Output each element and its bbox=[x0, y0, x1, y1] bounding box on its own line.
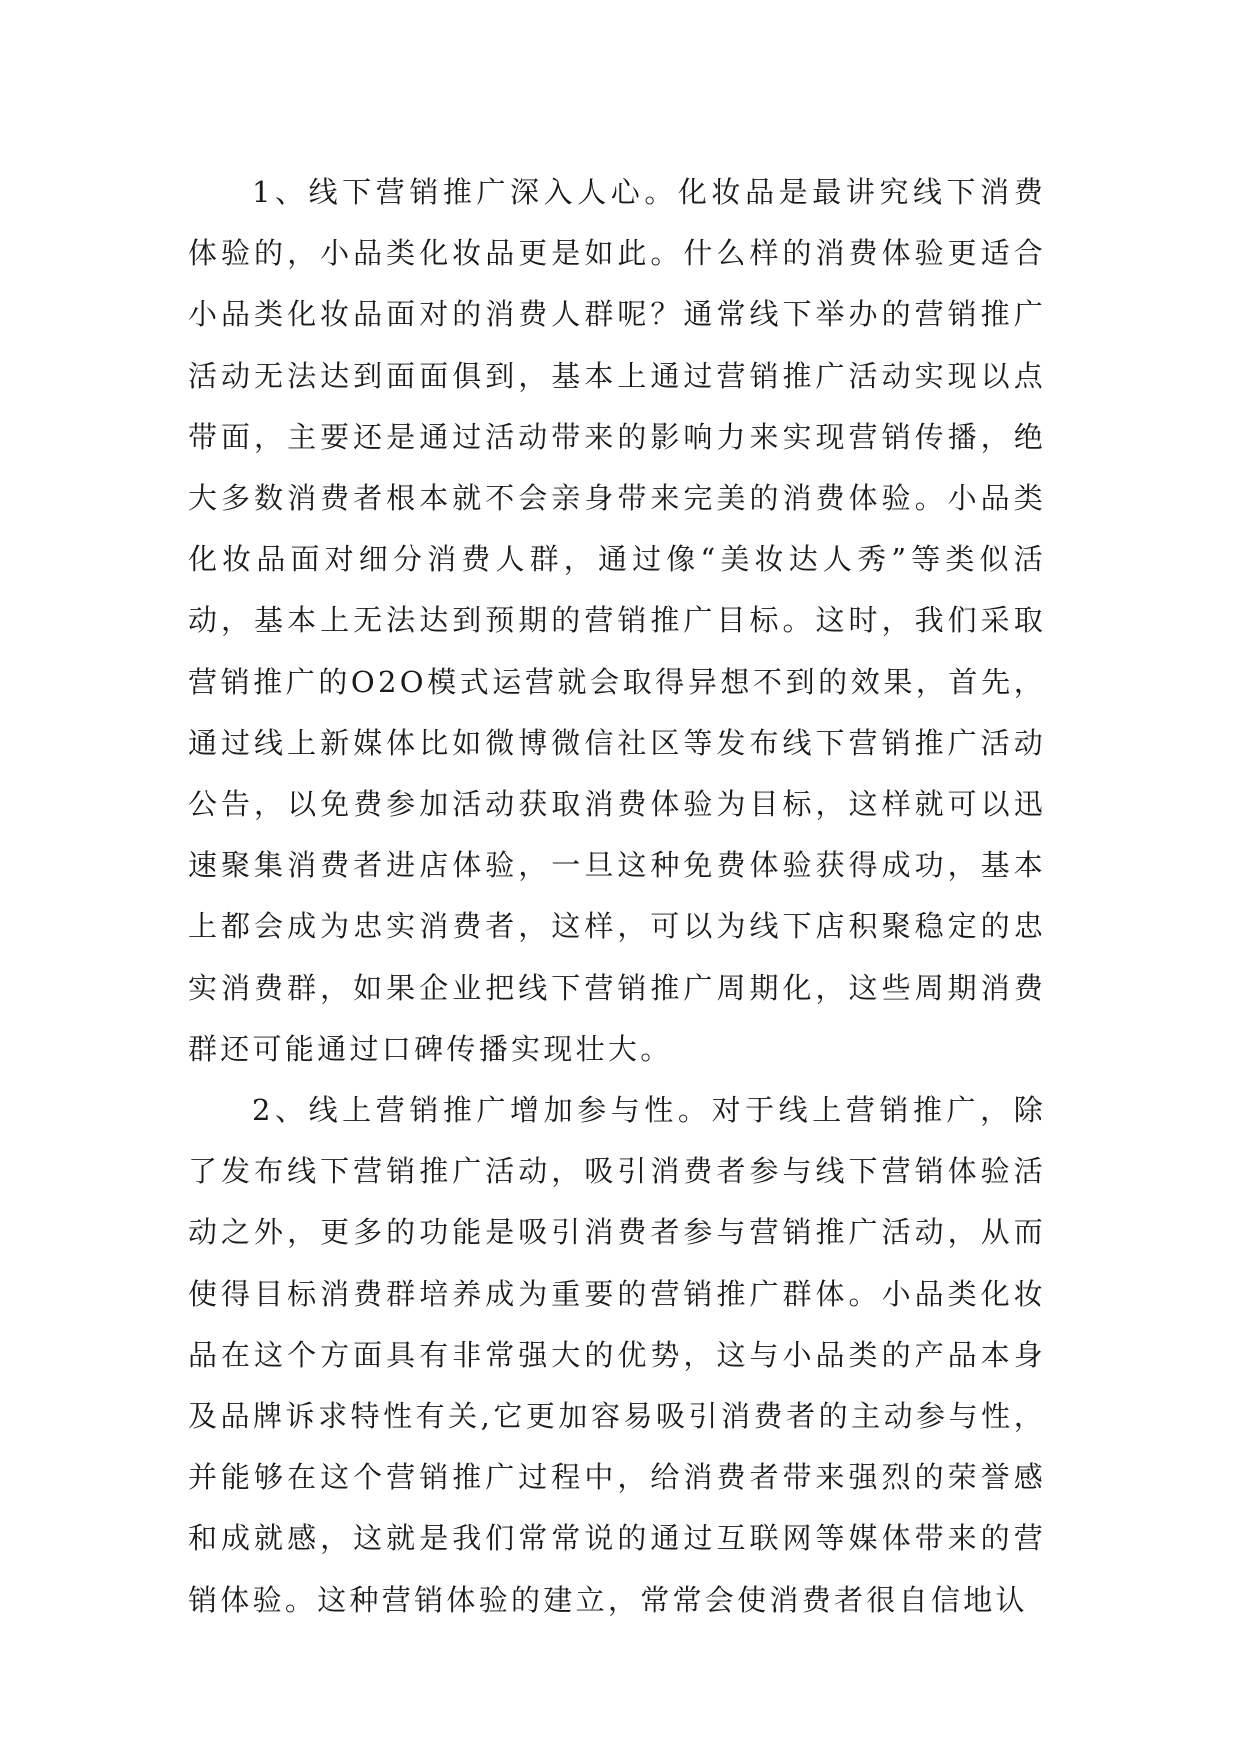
document-body bbox=[188, 162, 1046, 1631]
paragraph-offline-promotion: 1、线下营销推广深入人心。化妆品是最讲究线下消费体验的，小品类化妆品更是如此。什么样的消费体验更适合小品类化妆品面对的消费人群呢？通常线下举办的营销推广活动无法达到面面俱到，基本上通过营销推广活动实现以点带面，主要还是通过活动带来的影响力来实现营销传播，绝大多数消费者根本就不会亲身带来完美的消费体验。小品类化妆品面对细分消费人群，通过像“美妆达人秀”等类似活动，基本上无法达到预期的营销推广目标。这时，我们采取营销推广的O2O模式运营就会取得异想不到的效果，首先，通过线上新媒体比如微博微信社区等发布线下营销推广活动公告，以免费参加活动获取消费体验为目标，这样就可以迅速聚集消费者进店体验，一旦这种免费体验获得成功，基本上都会成为忠实消费者，这样，可以为线下店积聚稳定的忠实消费群，如果企业把线下营销推广周期化，这些周期消费群还可能通过口碑传播实现壮大。 bbox=[188, 175, 1046, 1066]
paragraph-online-promotion: 2、线上营销推广增加参与性。对于线上营销推广，除了发布线下营销推广活动，吸引消费者参与线下营销体验活动之外，更多的功能是吸引消费者参与营销推广活动，从而使得目标消费群培养成为重要的营销推广群体。小品类化妆品在这个方面具有非常强大的优势，这与小品类的产品本身及品牌诉求特性有关,它更加容易吸引消费者的主动参与性，并能够在这个营销推广过程中，给消费者带来强烈的荣誉感和成就感，这就是我们常常说的通过互联网等媒体带来的营销体验。这种营销体验的建立，常常会使消费者很自信地认 bbox=[188, 1093, 1046, 1617]
